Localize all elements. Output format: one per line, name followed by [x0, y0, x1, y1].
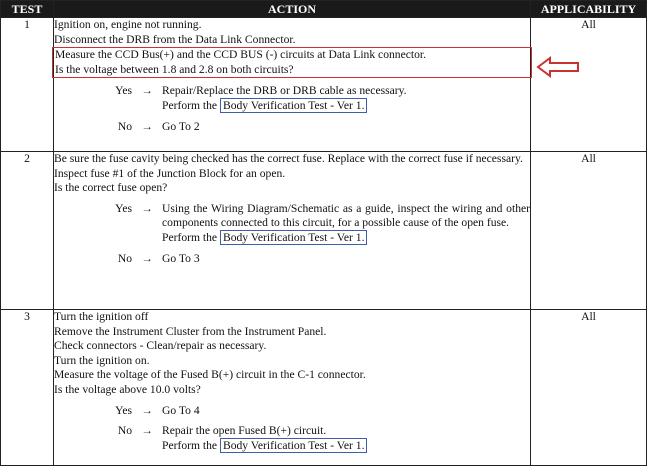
table-row: [1, 18, 647, 152]
action-line: Be sure the fuse cavity being checked has the correct fuse. Replace with the correct fuse if necessary.: [54, 152, 523, 165]
action-cell: [54, 18, 531, 152]
applicability-value: All: [531, 310, 647, 466]
yes-label: Yes: [115, 84, 132, 98]
yes-text: Using the Wiring Diagram/Schematic as a guide, inspect the wiring and other components connected to this circuit, for a possible cause of the open fuse.: [162, 201, 530, 230]
no-text[interactable]: Go To 3: [162, 251, 200, 265]
no-label: No: [117, 119, 132, 133]
test-number: 2: [1, 152, 54, 310]
perform-text: Perform the: [162, 98, 218, 112]
yes-text[interactable]: Go To 4: [162, 403, 200, 417]
action-line: Measure the voltage of the Fused B(+) circuit in the C-1 connector.: [54, 368, 366, 382]
action-line: Remove the Instrument Cluster from the Instrument Panel.: [54, 324, 327, 338]
action-cell: [54, 310, 531, 466]
arrow-left-icon: [536, 56, 580, 78]
action-line: Turn the ignition on.: [54, 353, 150, 367]
action-line: Is the voltage between 1.8 and 2.8 on both circuits?: [55, 62, 294, 76]
right-arrow-icon: →: [141, 403, 153, 417]
header-applicability: APPLICABILITY: [531, 1, 647, 18]
verification-test-link[interactable]: Body Verification Test - Ver 1.: [220, 438, 368, 453]
no-label: No: [117, 251, 132, 265]
action-line: Turn the ignition off: [54, 310, 149, 323]
yes-label: Yes: [115, 403, 132, 417]
table-row: [1, 310, 647, 466]
yes-label: Yes: [115, 201, 132, 215]
action-cell: [54, 152, 531, 310]
no-response: [54, 252, 530, 267]
action-line: Measure the CCD Bus(+) and the CCD BUS (-) circuits at Data Link connector.: [55, 48, 427, 62]
right-arrow-icon: →: [141, 251, 153, 265]
no-text[interactable]: Go To 2: [162, 119, 200, 133]
action-line: Check connectors - Clean/repair as necessary.: [54, 339, 267, 353]
action-line: Is the correct fuse open?: [54, 181, 168, 195]
yes-response: [54, 202, 530, 246]
action-line: Is the voltage above 10.0 volts?: [54, 382, 201, 396]
right-arrow-icon: →: [141, 201, 153, 215]
no-label: No: [117, 424, 132, 438]
perform-text: Perform the: [162, 230, 218, 244]
right-arrow-icon: →: [141, 424, 153, 438]
no-text: Repair the open Fused B(+) circuit.: [162, 424, 327, 438]
right-arrow-icon: →: [141, 119, 153, 133]
table-row: [1, 152, 647, 310]
yes-response: [54, 404, 530, 419]
table-header-row: [1, 1, 647, 18]
action-line: Ignition on, engine not running.: [54, 18, 202, 31]
verification-test-link[interactable]: Body Verification Test - Ver 1.: [220, 98, 368, 113]
test-number: 1: [1, 18, 54, 152]
applicability-value: All: [531, 18, 647, 152]
verification-test-link[interactable]: Body Verification Test - Ver 1.: [220, 230, 368, 245]
perform-text: Perform the: [162, 438, 218, 452]
no-response: [54, 424, 530, 453]
highlight-box: [52, 47, 532, 78]
header-test: TEST: [1, 1, 54, 18]
applicability-value: All: [531, 152, 647, 310]
header-action: ACTION: [54, 1, 531, 18]
test-number: 3: [1, 310, 54, 466]
yes-text: Repair/Replace the DRB or DRB cable as necessary.: [162, 84, 407, 98]
action-line: Inspect fuse #1 of the Junction Block for an open.: [54, 166, 286, 180]
action-line: Disconnect the DRB from the Data Link Connector.: [54, 32, 296, 46]
right-arrow-icon: →: [141, 84, 153, 98]
yes-response: [54, 84, 530, 113]
no-response: [54, 120, 530, 135]
